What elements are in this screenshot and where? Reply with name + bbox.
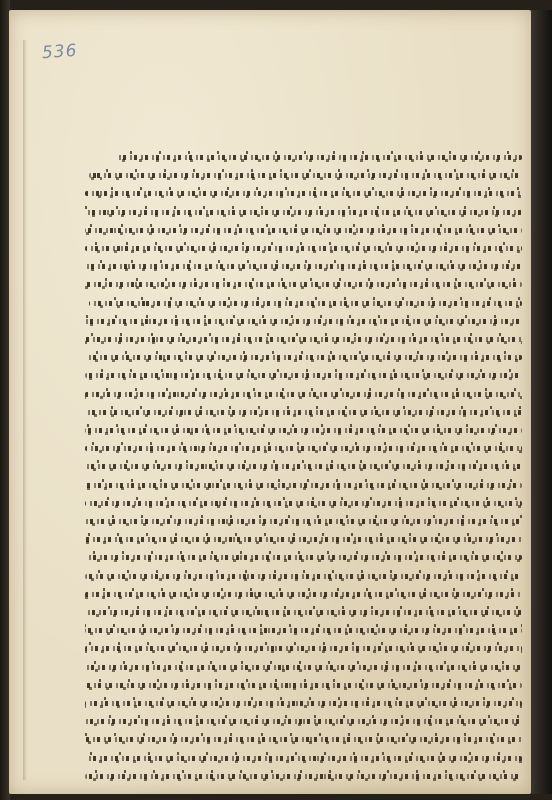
manuscript-line [85, 385, 522, 403]
manuscript-line [85, 621, 522, 639]
right-page-edge [531, 10, 552, 794]
manuscript-line [85, 585, 522, 603]
manuscript-line [85, 184, 522, 202]
manuscript-line [85, 348, 522, 366]
manuscript-line [85, 767, 522, 785]
manuscript-line [85, 457, 522, 475]
manuscript-line [85, 421, 522, 439]
manuscript-line [85, 439, 522, 457]
manuscript-line [116, 148, 522, 166]
manuscript-line [85, 312, 522, 330]
folio-number: 536 [41, 40, 79, 64]
manuscript-line [85, 530, 522, 548]
manuscript-line [85, 639, 522, 657]
manuscript-line [89, 294, 522, 312]
manuscript-line [85, 275, 522, 293]
manuscript-line [85, 403, 522, 421]
manuscript-line [85, 476, 522, 494]
manuscript-line [85, 548, 522, 566]
text-block [85, 148, 522, 788]
manuscript-line [85, 512, 522, 530]
manuscript-line [85, 749, 522, 767]
manuscript-line [85, 567, 522, 585]
manuscript-line [85, 257, 522, 275]
manuscript-line [89, 166, 522, 184]
manuscript-line [85, 203, 522, 221]
manuscript-line [85, 494, 522, 512]
manuscript-line [85, 676, 522, 694]
manuscript-page [9, 10, 531, 794]
manuscript-line [85, 366, 522, 384]
manuscript-line [85, 712, 522, 730]
manuscript-line [85, 221, 522, 239]
manuscript-line [85, 603, 522, 621]
manuscript-line [85, 239, 522, 257]
manuscript-line [85, 658, 522, 676]
manuscript-line [85, 330, 522, 348]
page-edge-shadow [23, 40, 27, 780]
manuscript-line [85, 730, 522, 748]
manuscript-line [85, 694, 522, 712]
